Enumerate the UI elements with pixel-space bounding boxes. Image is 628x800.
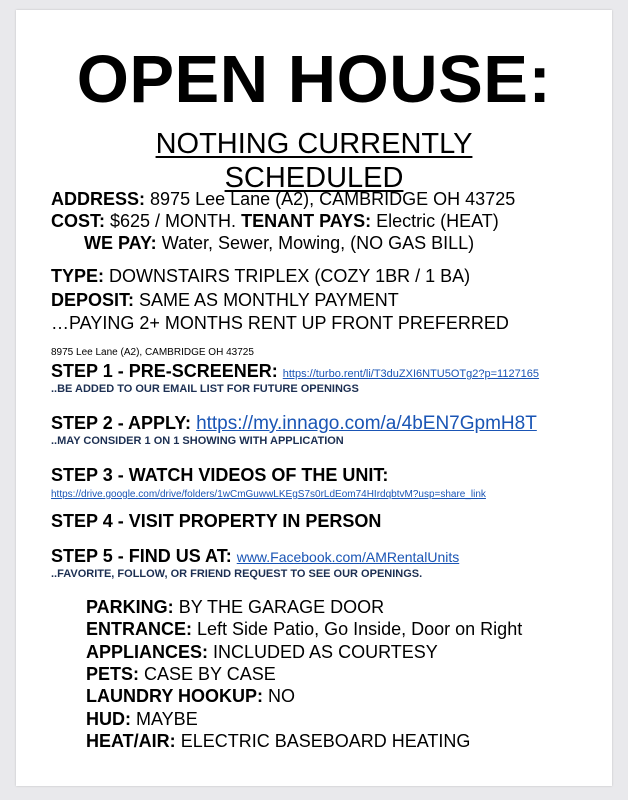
type-row: [51, 265, 470, 287]
hud-value: MAYBE: [136, 709, 198, 729]
step-5-row: [51, 545, 459, 568]
step-4-label: STEP 4 - VISIT PROPERTY IN PERSON: [51, 511, 382, 531]
laundry-label: LAUNDRY HOOKUP:: [86, 686, 264, 706]
step-3-label: STEP 3 - WATCH VIDEOS OF THE UNIT:: [51, 465, 389, 485]
appliances-label: APPLIANCES:: [86, 642, 209, 662]
deposit-row: [51, 289, 399, 311]
subtitle-line-1-text: NOTHING CURRENTLY: [155, 128, 473, 160]
step-5-note: ..FAVORITE, FOLLOW, OR FRIEND REQUEST TO SEE OUR OPENINGS.: [51, 568, 423, 580]
videos-link[interactable]: https://drive.google.com/drive/folders/1wCmGuwwLKEgS7s0rLdEom74HIrdqbtvM?usp=share_link: [51, 489, 486, 500]
subtitle-line-2-text: SCHEDULED: [224, 162, 404, 194]
type-label: TYPE:: [51, 266, 105, 286]
hud-row: [86, 708, 198, 730]
cost-label: COST:: [51, 211, 105, 231]
step-5-label: STEP 5 - FIND US AT:: [51, 546, 232, 566]
parking-row: [86, 596, 384, 618]
laundry-row: [86, 685, 295, 707]
cost-value: $625 / MONTH.: [110, 211, 237, 231]
address-value: 8975 Lee Lane (A2), CAMBRIDGE OH 43725: [150, 189, 516, 209]
step-1-row: [51, 360, 539, 385]
prepay-note: …PAYING 2+ MONTHS RENT UP FRONT PREFERRED: [51, 313, 509, 333]
deposit-value: SAME AS MONTHLY PAYMENT: [139, 290, 399, 310]
address-label: ADDRESS:: [51, 189, 146, 209]
step-2-row: [51, 412, 537, 435]
parking-value: BY THE GARAGE DOOR: [178, 597, 385, 617]
laundry-value: NO: [268, 686, 296, 706]
facebook-link[interactable]: www.Facebook.com/AMRentalUnits: [236, 549, 460, 565]
apply-link[interactable]: https://my.innago.com/a/4bEN7GpmH8T: [196, 413, 537, 434]
hud-label: HUD:: [86, 709, 131, 729]
subtitle-line-1: [16, 128, 612, 160]
step-3-link-row: [51, 485, 486, 501]
deposit-label: DEPOSIT:: [51, 290, 135, 310]
step-1-note: ..BE ADDED TO OUR EMAIL LIST FOR FUTURE OPENINGS: [51, 383, 359, 395]
pets-value: CASE BY CASE: [144, 664, 276, 684]
pre-screener-link[interactable]: https://turbo.rent/li/T3duZXI6NTU5OTg2?p=1127165: [282, 368, 540, 380]
entrance-value: Left Side Patio, Go Inside, Door on Right: [197, 619, 523, 639]
step-1-label: STEP 1 - PRE-SCREENER:: [51, 361, 278, 381]
step-2-note: ..MAY CONSIDER 1 ON 1 SHOWING WITH APPLICATION: [51, 435, 344, 447]
entrance-row: [86, 618, 522, 640]
tenant-pays-value: Electric (HEAT): [376, 211, 499, 231]
appliances-row: [86, 641, 438, 663]
type-value: DOWNSTAIRS TRIPLEX (COZY 1BR / 1 BA): [109, 266, 471, 286]
small-address: 8975 Lee Lane (A2), CAMBRIDGE OH 43725: [51, 347, 254, 358]
pets-label: PETS:: [86, 664, 140, 684]
parking-label: PARKING:: [86, 597, 174, 617]
heat-label: HEAT/AIR:: [86, 731, 176, 751]
we-pay-row: [84, 232, 474, 254]
we-pay-label: WE PAY:: [84, 233, 157, 253]
heat-value: ELECTRIC BASEBOARD HEATING: [180, 731, 471, 751]
appliances-value: INCLUDED AS COURTESY: [213, 642, 438, 662]
entrance-label: ENTRANCE:: [86, 619, 192, 639]
step-2-label: STEP 2 - APPLY:: [51, 413, 192, 433]
pets-row: [86, 663, 276, 685]
address-row: [51, 188, 515, 210]
we-pay-value: Water, Sewer, Mowing, (NO GAS BILL): [161, 233, 475, 253]
document-page: [16, 10, 612, 786]
tenant-pays-label: TENANT PAYS:: [241, 211, 372, 231]
page-title: OPEN HOUSE:: [76, 42, 552, 117]
heat-row: [86, 730, 470, 752]
cost-row: [51, 210, 499, 232]
